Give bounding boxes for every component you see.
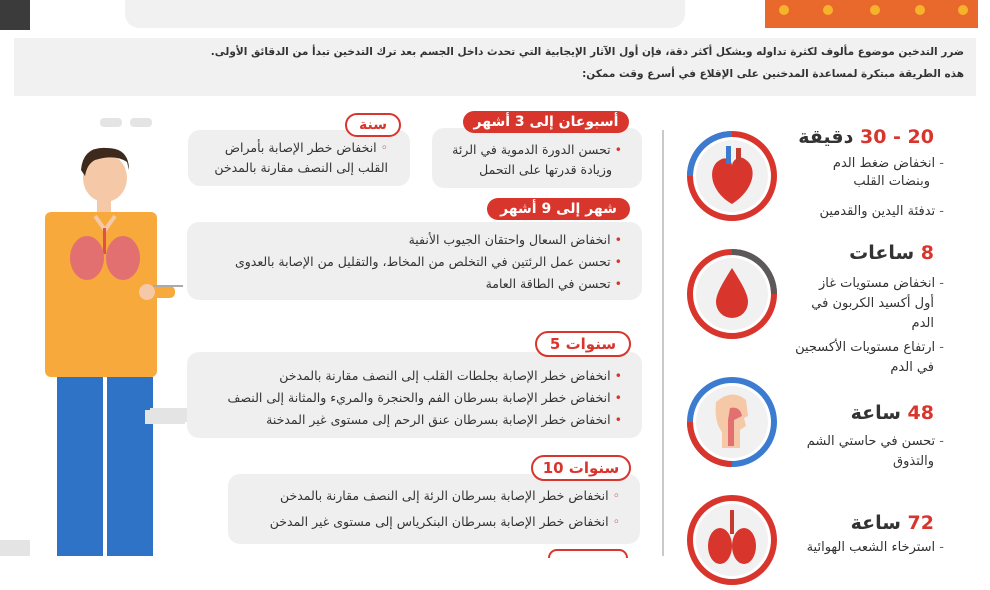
timeline-2-line-4 xyxy=(795,340,944,355)
card-year-line-2: القلب إلى النصف مقارنة بالمدخن xyxy=(214,160,388,175)
bullet: • xyxy=(610,412,622,427)
timeline-3-title xyxy=(851,402,934,424)
bullet: - xyxy=(935,204,944,219)
timeline-2-line-2: أول أكسيد الكربون في xyxy=(811,296,934,311)
header-dark-block xyxy=(0,0,30,30)
card-two-weeks-line-1: تحسن الدورة الدموية في الرئة xyxy=(452,142,611,157)
timeline-2-text-4: ارتفاع مستويات الأكسجين xyxy=(795,340,936,355)
bullet: • xyxy=(610,142,622,157)
timeline-2-title xyxy=(849,242,934,264)
banner-dot xyxy=(958,5,968,15)
timeline-1-text-1: انخفاض ضغط الدم xyxy=(832,156,936,171)
bullet: - xyxy=(935,434,944,449)
timeline-4-text-1: استرخاء الشعب الهوائية xyxy=(806,540,936,555)
card-nine-months-line-2: تحسن عمل الرئتين في التخلص من المخاط، والتقليل من الإصابة بالعدوى xyxy=(234,254,611,269)
timeline-1-line-1 xyxy=(833,156,944,171)
timeline-2-line-5: في الدم xyxy=(890,360,934,375)
card-nine-months-line-1: انخفاض السعال واحتقان الجيوب الأنفية xyxy=(408,232,611,247)
timeline-4-line-1 xyxy=(807,540,944,555)
card-line xyxy=(452,142,622,157)
bullet: - xyxy=(935,276,944,291)
card-line xyxy=(266,412,622,427)
bullet: • xyxy=(610,232,622,247)
timeline-2-line-1 xyxy=(819,276,944,291)
card-line xyxy=(279,368,622,383)
bullet: • xyxy=(610,276,622,291)
header-title-bar xyxy=(125,0,685,28)
heart-icon xyxy=(686,130,778,222)
card-line xyxy=(225,140,388,155)
card-nine-months-line-3: تحسن في الطاقة العامة xyxy=(485,276,611,291)
card-ten-years-line-1: انخفاض خطر الإصابة بسرطان الرئة إلى النصف مقارنة بالمدخن xyxy=(279,488,609,503)
banner-dot xyxy=(915,5,925,15)
intro-line-1: ضرر التدخين موضوع مألوف لكثرة تداوله وبشكل أكثر دقة، فإن أول الآثار الإيجابية التي تحدث داخل الجسم بعد ترك التدخين تبدأ من الدقائق الأولى. xyxy=(210,46,964,58)
timeline-3-unit: ساعة xyxy=(850,402,901,424)
card-ten-years-line-2: انخفاض خطر الإصابة بسرطان البنكرياس إلى مستوى غير المدخن xyxy=(269,514,609,529)
card-line xyxy=(280,488,620,503)
bullet: - xyxy=(935,340,944,355)
banner-dot xyxy=(870,5,880,15)
decor-dash xyxy=(130,118,152,127)
banner-dot xyxy=(823,5,833,15)
timeline-2-text-1: انخفاض مستويات غاز xyxy=(818,276,936,291)
card-two-weeks-line-2: وزيادة قدرتها على التحمل xyxy=(479,162,612,177)
timeline-1-unit: دقيقة xyxy=(798,126,854,148)
card-line xyxy=(228,390,622,405)
bullet: • xyxy=(610,368,622,383)
bullet: - xyxy=(935,540,944,555)
card-two-weeks xyxy=(432,128,642,188)
card-five-years xyxy=(187,352,642,438)
next-label-edge xyxy=(548,549,628,558)
header-banner xyxy=(765,0,978,28)
bullet: ◦ xyxy=(608,488,620,503)
card-line xyxy=(409,232,622,247)
label-two-weeks: أسبوعان إلى 3 أشهر xyxy=(463,111,629,133)
card-five-years-line-2: انخفاض خطر الإصابة بسرطان الفم والحنجرة والمريء والمثانة إلى النصف xyxy=(227,390,611,405)
timeline-3-number: 48 xyxy=(907,402,934,424)
blood-drop-icon xyxy=(686,248,778,340)
timeline-3-line-1 xyxy=(807,434,944,449)
timeline-4-number: 72 xyxy=(907,512,934,534)
bullet: • xyxy=(610,390,622,405)
timeline-1-number: 20 - 30 xyxy=(859,126,934,148)
timeline-3-line-2: والتذوق xyxy=(893,454,934,469)
decor-dash xyxy=(100,118,122,127)
card-line xyxy=(235,254,622,269)
timeline-2-line-3: الدم xyxy=(911,316,934,331)
lungs-icon xyxy=(686,494,778,586)
timeline-3-text-1: تحسن في حاستي الشم xyxy=(806,434,936,449)
bullet: - xyxy=(935,156,944,171)
timeline-4-unit: ساعة xyxy=(850,512,901,534)
card-nine-months xyxy=(187,222,642,300)
intro-box xyxy=(14,38,976,96)
timeline-2-number: 8 xyxy=(920,242,934,264)
bullet: • xyxy=(610,254,622,269)
timeline-4-title xyxy=(851,512,934,534)
timeline-1-title xyxy=(798,126,934,148)
card-five-years-line-1: انخفاض خطر الإصابة بجلطات القلب إلى النصف مقارنة بالمدخن xyxy=(279,368,611,383)
timeline-2-unit: ساعات xyxy=(849,242,915,264)
person-illustration xyxy=(35,140,185,556)
timeline-1-line-2: وبنضات القلب xyxy=(853,174,930,189)
timeline-line xyxy=(662,130,664,556)
card-year-line-1: انخفاض خطر الإصابة بأمراض xyxy=(224,140,377,155)
label-nine-months: شهر إلى 9 أشهر xyxy=(487,198,630,220)
card-line xyxy=(486,276,622,291)
card-five-years-line-3: انخفاض خطر الإصابة بسرطان عنق الرحم إلى مستوى غير المدخنة xyxy=(266,412,611,427)
intro-line-2: هذه الطريقة مبتكرة لمساعدة المدخنين على الإقلاع في أسرع وقت ممكن: xyxy=(582,68,964,80)
card-line xyxy=(270,514,620,529)
head-throat-icon xyxy=(686,376,778,468)
decor-block xyxy=(0,540,30,556)
timeline-1-text-3: تدفئة اليدين والقدمين xyxy=(819,204,936,219)
bullet: ◦ xyxy=(608,514,620,529)
label-five-years: 5 سنوات xyxy=(535,331,631,357)
decor-dash xyxy=(150,408,190,422)
card-ten-years xyxy=(228,474,640,544)
timeline-1-line-3 xyxy=(819,204,944,219)
card-year xyxy=(188,130,410,186)
banner-dot xyxy=(779,5,789,15)
bullet: ◦ xyxy=(376,140,388,155)
label-year: سنة xyxy=(345,113,401,137)
label-ten-years: 10 سنوات xyxy=(531,455,631,481)
